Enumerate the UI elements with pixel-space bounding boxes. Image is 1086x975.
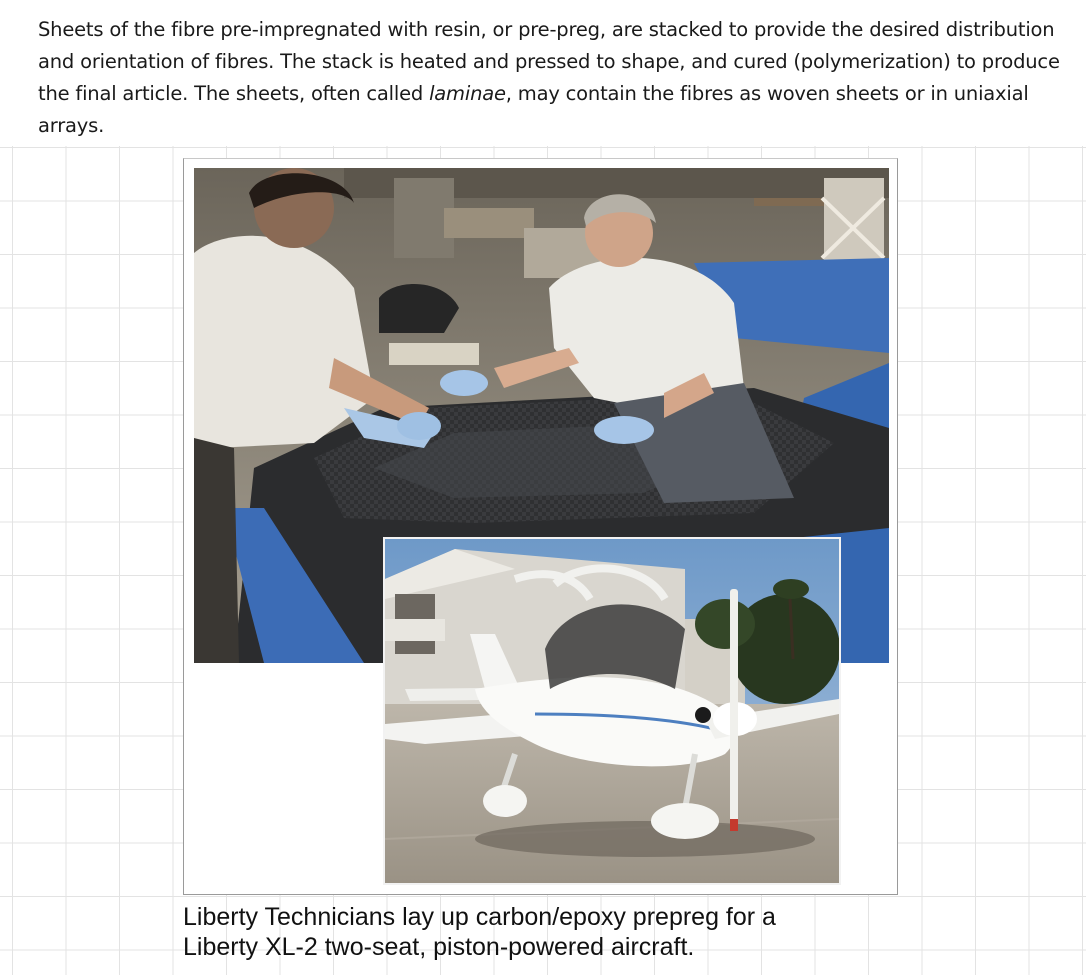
caption-line-1: Liberty Technicians lay up carbon/epoxy prepreg for a	[183, 903, 776, 931]
intro-paragraph	[38, 14, 1078, 142]
intro-text-part1: Sheets of the fibre pre-impregnated with resin, or pre-preg, are stacked to provide the desired distribution and orientation of fibres. The stack is heated and pressed to shape, and cured (polymerization) to produce the final article. The sheets, often called	[38, 18, 1060, 105]
figure-caption	[183, 902, 1063, 962]
caption-line-2: Liberty XL-2 two-seat, piston-powered aircraft.	[183, 933, 695, 961]
aircraft-photo	[383, 537, 841, 885]
intro-italic-term: laminae	[429, 82, 506, 105]
intro-text-part2: , may contain the fibres as woven sheets or in uniaxial arrays.	[38, 82, 1029, 137]
